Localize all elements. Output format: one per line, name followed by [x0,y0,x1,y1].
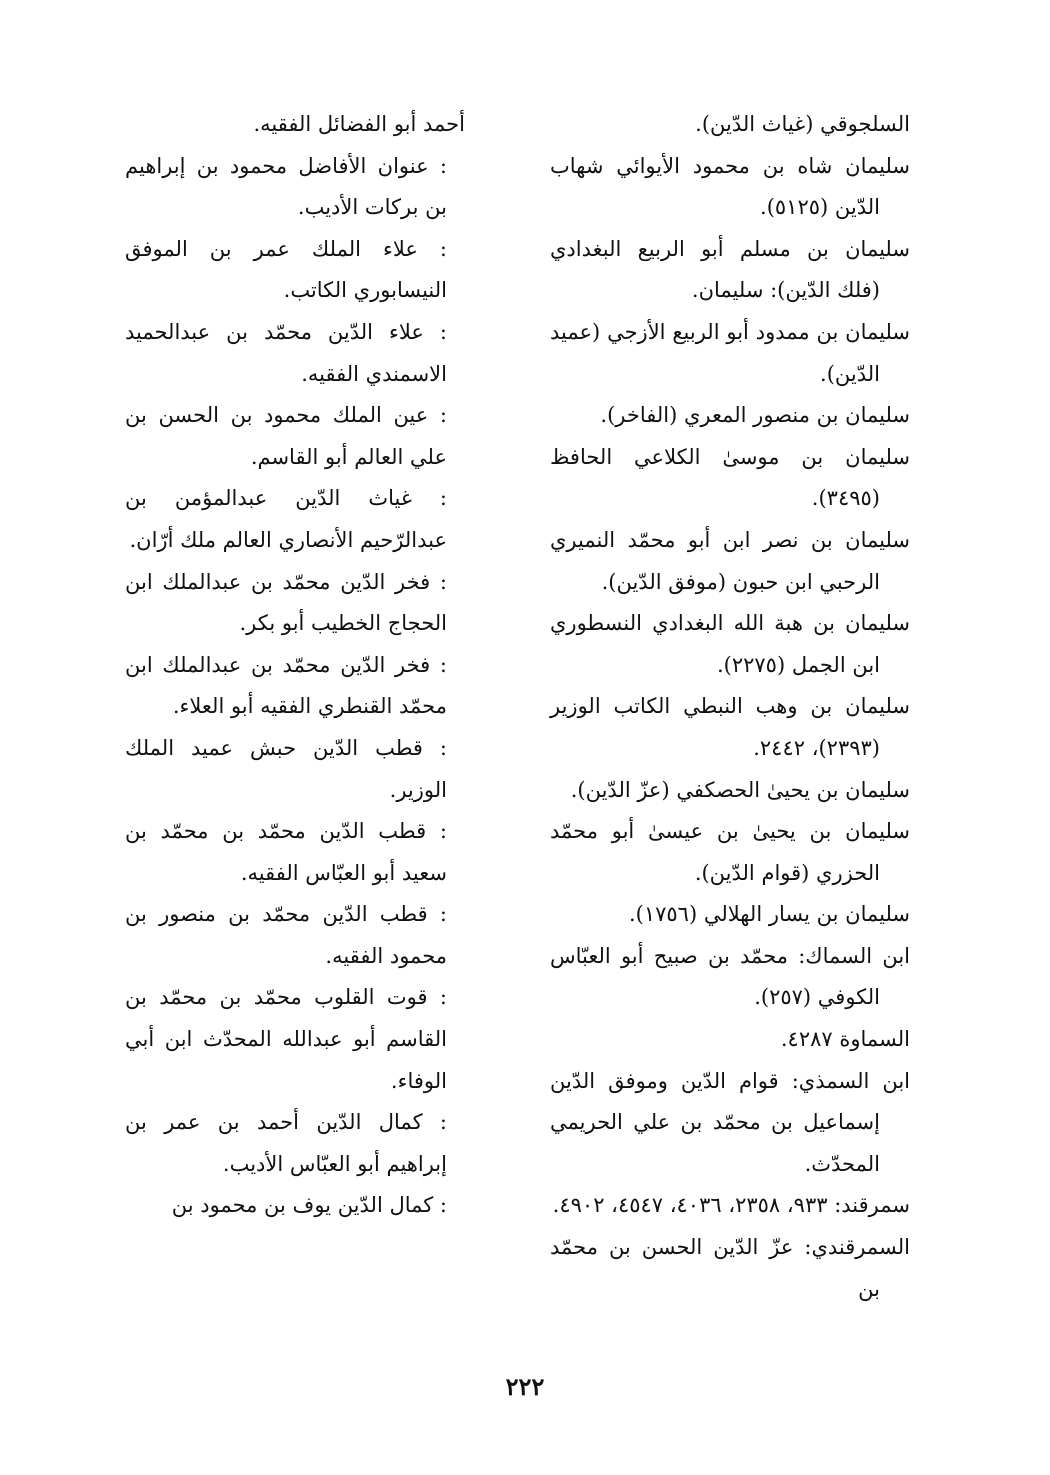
index-entry: أحمد أبو الفضائل الفقيه. [253,112,465,136]
index-entry: السمرقندي: عزّ الدّين الحسن بن محمّد بن [550,1235,910,1301]
index-column-left [125,104,465,1227]
index-entry: : فخر الدّين محمّد بن عبدالملك ابن محمّد القنطري الفقيه أبو العلاء. [125,652,447,719]
index-entry: سليمان بن يحيىٰ بن عيسىٰ أبو محمّد الحزري (قوام الدّين). [550,819,910,885]
index-entry: سليمان بن يحيىٰ الحصكفي (عزّ الدّين). [570,777,910,802]
index-entry: : قطب الدّين حبش عميد الملك الوزير. [125,735,447,802]
index-entry: : قطب الدّين محمّد بن محمّد بن سعيد أبو العبّاس الفقيه. [125,819,447,885]
index-entry: : قوت القلوب محمّد بن محمّد بن القاسم أبو عبدالله المحدّث ابن أبي الوفاء. [125,985,447,1093]
index-entry: : علاء الدّين محمّد بن عبدالحميد الاسمندي الفقيه. [125,319,447,386]
index-entry: سليمان بن هبة الله البغدادي النسطوري ابن الجمل (٢٢٧٥). [550,611,910,677]
page-number: ٢٢٢ [505,1372,545,1401]
index-entry: : عنوان الأفاضل محمود بن إبراهيم بن بركات الأديب. [125,153,447,220]
index-entry: ابن السماك: محمّد بن صبيح أبو العبّاس الكوفي (٢٥٧). [550,943,910,1010]
index-entry: : عين الملك محمود بن الحسن بن علي العالم أبو القاسم. [125,403,447,469]
index-entry: : كمال الدّين يوف بن محمود بن [171,1193,447,1218]
index-entry: سليمان بن يسار الهلالي (١٧٥٦). [628,902,910,927]
index-entry: : كمال الدّين أحمد بن عمر بن إبراهيم أبو العبّاس الأديب. [125,1110,447,1176]
index-entry: : فخر الدّين محمّد بن عبدالملك ابن الحجاج الخطيب أبو بكر. [125,569,447,636]
index-entry: السماوة ٤٢٨٧. [780,1027,910,1052]
index-entry: سمرقند: ٩٣٣، ٢٣٥٨، ٤٠٣٦، ٤٥٤٧، ٤٩٠٢. [552,1193,910,1218]
index-column-right [550,104,910,1310]
index-entry: سليمان بن مسلم أبو الربيع البغدادي (فلك الدّين): سليمان. [550,236,910,303]
index-entry: : علاء الملك عمر بن الموفق النيسابوري الكاتب. [125,236,447,303]
index-entry: سليمان بن منصور المعري (الفاخر). [600,403,910,428]
index-entry: : قطب الدّين محمّد بن منصور بن محمود الفقيه. [125,902,447,968]
index-entry: سليمان بن ممدود أبو الربيع الأزجي (عميد الدّين). [550,319,910,386]
index-entry: : غياث الدّين عبدالمؤمن بن عبدالرّحيم الأنصاري العالم ملك أرّان. [125,486,447,552]
index-entry: السلجوقي (غياث الدّين). [695,112,910,136]
index-entry: ابن السمذي: قوام الدّين وموفق الدّين إسماعيل بن محمّد بن علي الحريمي المحدّث. [550,1068,910,1176]
index-entry: سليمان شاه بن محمود الأيوائي شهاب الدّين (٥١٢٥). [550,153,910,220]
index-entry: سليمان بن وهب النبطي الكاتب الوزير (٢٣٩٣)، ٢٤٤٢. [550,694,910,760]
index-entry: سليمان بن موسىٰ الكلاعي الحافظ (٣٤٩٥). [550,444,910,511]
index-entry: سليمان بن نصر ابن أبو محمّد النميري الرحبي ابن حبون (موفق الدّين). [550,527,910,594]
